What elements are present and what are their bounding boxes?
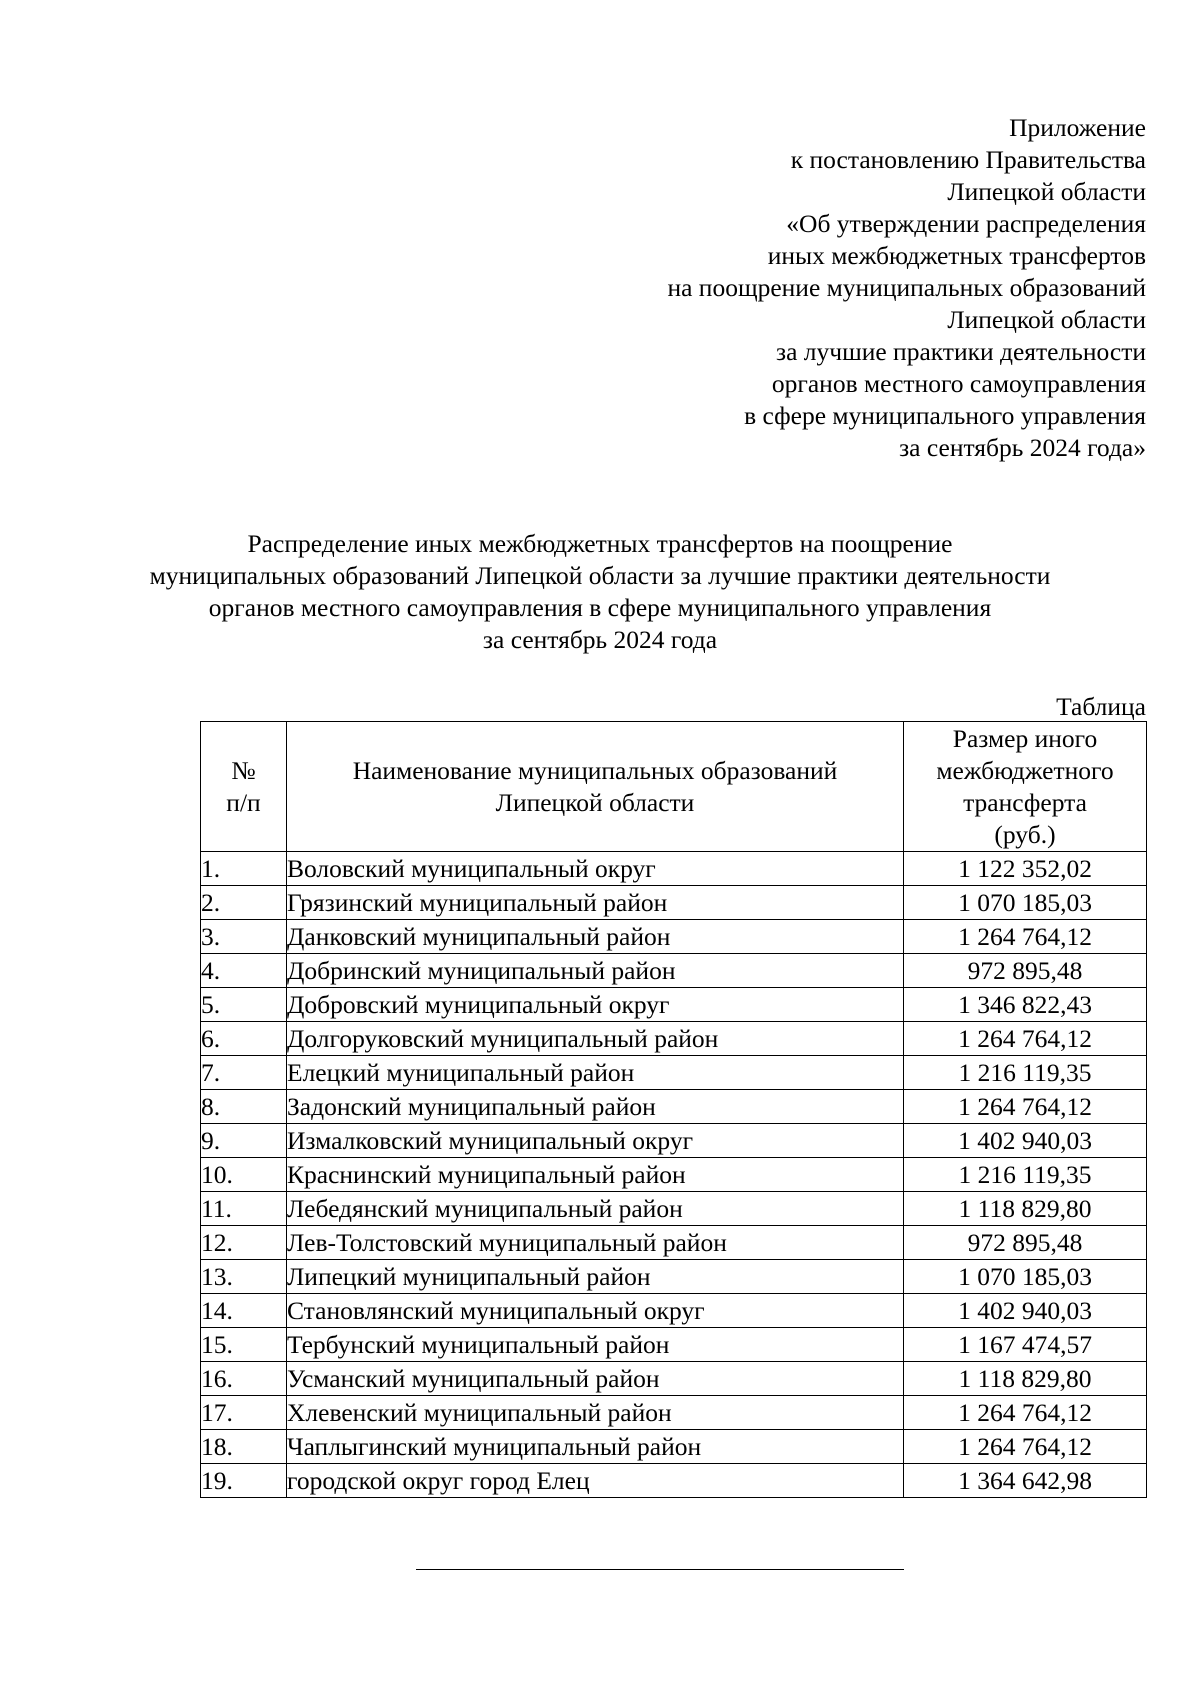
transfer-amount: 972 895,48 xyxy=(904,1226,1147,1260)
row-number: 10. xyxy=(201,1158,287,1192)
table-row xyxy=(201,1158,1147,1192)
row-number: 8. xyxy=(201,1090,287,1124)
table-row xyxy=(201,1396,1147,1430)
header-amount-line: межбюджетного xyxy=(936,755,1114,785)
table-row xyxy=(201,886,1147,920)
row-number: 7. xyxy=(201,1056,287,1090)
row-number: 16. xyxy=(201,1362,287,1396)
header-amount-line: (руб.) xyxy=(994,819,1056,849)
table-row xyxy=(201,1022,1147,1056)
transfer-amount: 1 118 829,80 xyxy=(904,1362,1147,1396)
municipality-name: Воловский муниципальный округ xyxy=(287,852,904,886)
transfer-amount: 1 070 185,03 xyxy=(904,886,1147,920)
municipality-name: Задонский муниципальный район xyxy=(287,1090,904,1124)
municipality-name: Добровский муниципальный округ xyxy=(287,988,904,1022)
header-amount-line: трансферта xyxy=(963,787,1087,817)
row-number: 6. xyxy=(201,1022,287,1056)
municipality-name: Становлянский муниципальный округ xyxy=(287,1294,904,1328)
transfer-amount: 1 216 119,35 xyxy=(904,1056,1147,1090)
table-row xyxy=(201,1362,1147,1396)
municipality-name: Хлевенский муниципальный район xyxy=(287,1396,904,1430)
municipality-name: Елецкий муниципальный район xyxy=(287,1056,904,1090)
table-row xyxy=(201,954,1147,988)
transfer-amount: 1 402 940,03 xyxy=(904,1124,1147,1158)
footer-divider xyxy=(416,1569,904,1570)
transfer-amount: 972 895,48 xyxy=(904,954,1147,988)
transfer-amount: 1 264 764,12 xyxy=(904,1090,1147,1124)
municipality-name: Тербунский муниципальный район xyxy=(287,1328,904,1362)
header-name-line: Наименование муниципальных образований xyxy=(352,755,838,785)
row-number: 3. xyxy=(201,920,287,954)
header-num xyxy=(201,722,287,852)
municipality-name: Измалковский муниципальный округ xyxy=(287,1124,904,1158)
header-name xyxy=(287,722,904,852)
document-title xyxy=(0,528,1200,656)
annex-line: за лучшие практики деятельности xyxy=(776,337,1146,366)
title-line: Распределение иных межбюджетных трансфертов на поощрение xyxy=(247,529,953,558)
row-number: 12. xyxy=(201,1226,287,1260)
annex-line: Приложение xyxy=(1009,113,1146,142)
table-row xyxy=(201,852,1147,886)
municipality-name: городской округ город Елец xyxy=(287,1464,904,1498)
row-number: 17. xyxy=(201,1396,287,1430)
table-row xyxy=(201,1056,1147,1090)
transfer-amount: 1 264 764,12 xyxy=(904,1396,1147,1430)
municipality-name: Грязинский муниципальный район xyxy=(287,886,904,920)
table-row xyxy=(201,1226,1147,1260)
municipality-name: Лев-Толстовский муниципальный район xyxy=(287,1226,904,1260)
title-line: органов местного самоуправления в сфере муниципального управления xyxy=(208,593,992,622)
transfer-amount: 1 122 352,02 xyxy=(904,852,1147,886)
annex-line: к постановлению Правительства xyxy=(790,145,1146,174)
transfer-amount: 1 216 119,35 xyxy=(904,1158,1147,1192)
header-amount xyxy=(904,722,1147,852)
table-header-row xyxy=(201,722,1147,852)
municipality-name: Долгоруковский муниципальный район xyxy=(287,1022,904,1056)
table-row xyxy=(201,1294,1147,1328)
table-caption: Таблица xyxy=(1056,692,1146,721)
transfer-amount: 1 364 642,98 xyxy=(904,1464,1147,1498)
municipality-name: Данковский муниципальный район xyxy=(287,920,904,954)
title-line: муниципальных образований Липецкой области за лучшие практики деятельности xyxy=(149,561,1051,590)
transfer-amount: 1 402 940,03 xyxy=(904,1294,1147,1328)
row-number: 11. xyxy=(201,1192,287,1226)
annex-block xyxy=(446,112,1146,464)
table-row xyxy=(201,988,1147,1022)
table-row xyxy=(201,1090,1147,1124)
transfer-amount: 1 264 764,12 xyxy=(904,920,1147,954)
distribution-table xyxy=(200,721,1147,1498)
annex-line: органов местного самоуправления xyxy=(771,369,1146,398)
municipality-name: Чаплыгинский муниципальный район xyxy=(287,1430,904,1464)
transfer-amount: 1 118 829,80 xyxy=(904,1192,1147,1226)
row-number: 1. xyxy=(201,852,287,886)
annex-line: на поощрение муниципальных образований xyxy=(667,273,1146,302)
annex-line: Липецкой области xyxy=(947,305,1146,334)
municipality-name: Липецкий муниципальный район xyxy=(287,1260,904,1294)
row-number: 9. xyxy=(201,1124,287,1158)
annex-line: иных межбюджетных трансфертов xyxy=(767,241,1146,270)
header-amount-line: Размер иного xyxy=(952,723,1098,753)
row-number: 5. xyxy=(201,988,287,1022)
municipality-name: Краснинский муниципальный район xyxy=(287,1158,904,1192)
row-number: 19. xyxy=(201,1464,287,1498)
transfer-amount: 1 264 764,12 xyxy=(904,1430,1147,1464)
table-row xyxy=(201,1260,1147,1294)
row-number: 4. xyxy=(201,954,287,988)
annex-line: Липецкой области xyxy=(947,177,1146,206)
annex-line: в сфере муниципального управления xyxy=(744,401,1146,430)
row-number: 14. xyxy=(201,1294,287,1328)
header-num-line: № xyxy=(231,755,256,785)
title-line: за сентябрь 2024 года xyxy=(482,625,718,654)
row-number: 13. xyxy=(201,1260,287,1294)
transfer-amount: 1 264 764,12 xyxy=(904,1022,1147,1056)
header-name-line: Липецкой области xyxy=(495,787,695,817)
transfer-amount: 1 346 822,43 xyxy=(904,988,1147,1022)
table-row xyxy=(201,1464,1147,1498)
municipality-name: Добринский муниципальный район xyxy=(287,954,904,988)
table-row xyxy=(201,1430,1147,1464)
annex-line: «Об утверждении распределения xyxy=(786,209,1146,238)
annex-line: за сентябрь 2024 года» xyxy=(899,433,1146,462)
table-row xyxy=(201,920,1147,954)
municipality-name: Усманский муниципальный район xyxy=(287,1362,904,1396)
transfer-amount: 1 070 185,03 xyxy=(904,1260,1147,1294)
row-number: 15. xyxy=(201,1328,287,1362)
transfer-amount: 1 167 474,57 xyxy=(904,1328,1147,1362)
table-row xyxy=(201,1192,1147,1226)
municipality-name: Лебедянский муниципальный район xyxy=(287,1192,904,1226)
header-num-line: п/п xyxy=(226,787,261,817)
row-number: 2. xyxy=(201,886,287,920)
row-number: 18. xyxy=(201,1430,287,1464)
table-row xyxy=(201,1328,1147,1362)
table-row xyxy=(201,1124,1147,1158)
